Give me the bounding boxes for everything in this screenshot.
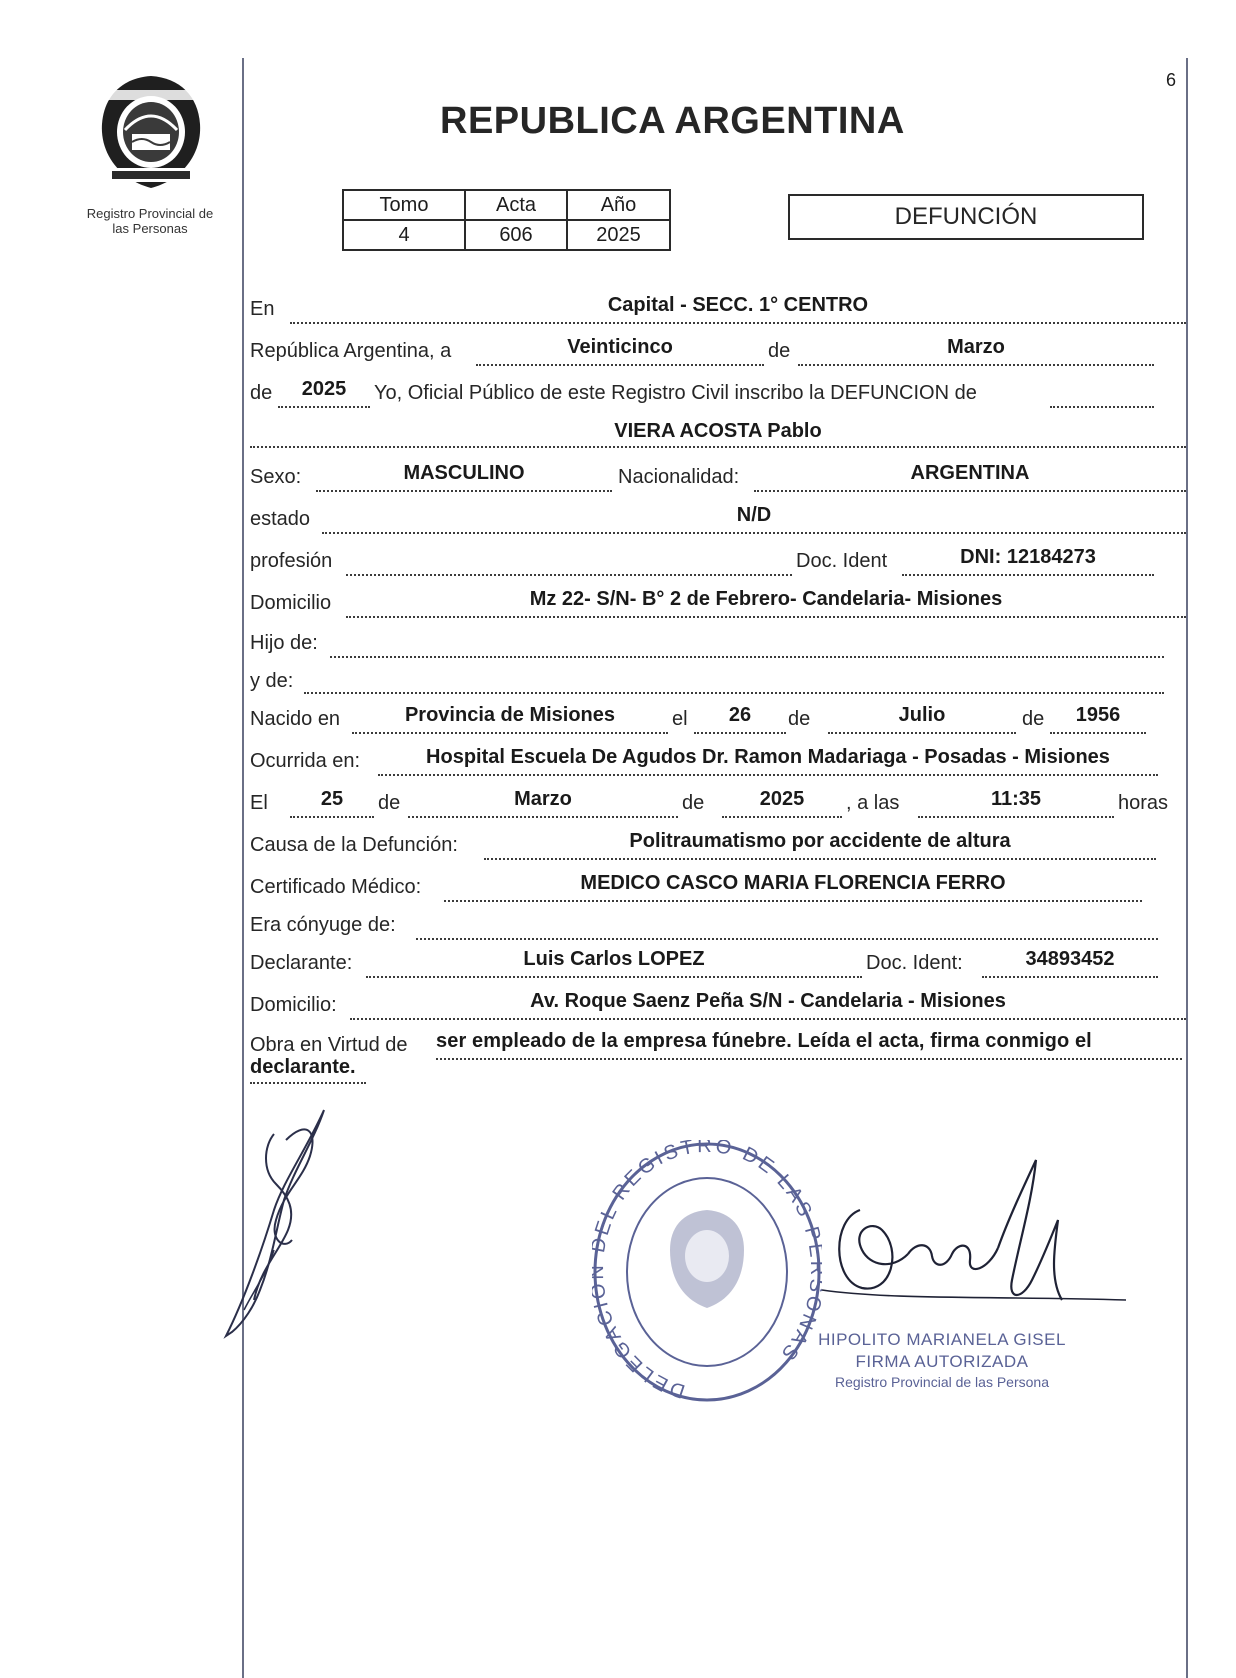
death-time-line bbox=[918, 816, 1114, 818]
death-day-value: 25 bbox=[320, 788, 344, 810]
acta-header: Acta bbox=[465, 190, 567, 220]
day-line bbox=[476, 364, 764, 366]
year-line bbox=[278, 406, 370, 408]
ocurrida-value: Hospital Escuela De Agudos Dr. Ramon Madariaga - Posadas - Misiones bbox=[426, 746, 1110, 768]
registry-seal bbox=[592, 1140, 822, 1404]
inscribo-tail-line bbox=[1050, 406, 1154, 408]
yde-label: y de: bbox=[250, 670, 294, 692]
name-line bbox=[250, 446, 1186, 448]
anio-value: 2025 bbox=[567, 220, 670, 250]
authority-office: Registro Provincial de las Persona bbox=[835, 1374, 1049, 1390]
doc-ident-value: DNI: 12184273 bbox=[960, 546, 1096, 568]
doc2-label: Doc. Ident: bbox=[866, 952, 963, 974]
domicilio-label: Domicilio bbox=[250, 592, 332, 614]
month-value: Marzo bbox=[947, 336, 1005, 358]
de-label-1: de bbox=[768, 340, 791, 362]
el-label: el bbox=[672, 708, 688, 730]
de-label-4: de bbox=[378, 792, 401, 814]
domicilio-value: Mz 22- S/N- B° 2 de Febrero- Candelaria- Misiones bbox=[529, 588, 1003, 610]
doc2-line bbox=[982, 976, 1158, 978]
registry-office-line2: las Personas bbox=[112, 221, 188, 236]
obra-line-1 bbox=[436, 1058, 1182, 1060]
sexo-label: Sexo: bbox=[250, 466, 302, 488]
tomo-header: Tomo bbox=[343, 190, 465, 220]
certificado-value: MEDICO CASCO MARIA FLORENCIA FERRO bbox=[580, 872, 1006, 894]
nacido-label: Nacido en bbox=[250, 708, 341, 730]
domicilio2-value: Av. Roque Saenz Peña S/N - Candelaria - Misiones bbox=[530, 990, 1006, 1012]
page-title: REPUBLICA ARGENTINA bbox=[440, 100, 905, 142]
profesion-line bbox=[346, 574, 792, 576]
profesion-label: profesión bbox=[250, 550, 333, 572]
republica-label: República Argentina, a bbox=[250, 340, 452, 362]
death-month-value: Marzo bbox=[514, 788, 572, 810]
domicilio2-line bbox=[350, 1018, 1186, 1020]
doc2-value: 34893452 bbox=[1025, 948, 1115, 970]
registry-office-line1: Registro Provincial de bbox=[86, 206, 214, 221]
certificado-label: Certificado Médico: bbox=[250, 876, 422, 898]
birth-year-line bbox=[1050, 732, 1146, 734]
obra-value-2: declarante. bbox=[250, 1056, 356, 1078]
hijo-line bbox=[330, 656, 1164, 658]
nacido-value: Provincia de Misiones bbox=[404, 704, 616, 726]
authority-role: FIRMA AUTORIZADA bbox=[855, 1352, 1029, 1371]
birth-day-value: 26 bbox=[728, 704, 752, 726]
en-label: En bbox=[250, 298, 275, 320]
death-year-line bbox=[722, 816, 842, 818]
obra-line-2 bbox=[250, 1082, 366, 1084]
authorized-signature bbox=[812, 1150, 1132, 1330]
birth-month-line bbox=[828, 732, 1016, 734]
death-year-value: 2025 bbox=[759, 788, 805, 810]
nacionalidad-value: ARGENTINA bbox=[910, 462, 1030, 484]
left-margin-rule bbox=[242, 58, 244, 1678]
doc-ident-line bbox=[902, 574, 1154, 576]
alas-label: , a las bbox=[846, 792, 900, 814]
conyuge-line bbox=[416, 938, 1158, 940]
seal-text: DELEGAC EL REGISTRO DE LAS NAS bbox=[592, 1140, 821, 1403]
en-line bbox=[290, 322, 1186, 324]
act-type-box bbox=[788, 194, 1144, 240]
domicilio-line bbox=[346, 616, 1186, 618]
de-label-2: de bbox=[788, 708, 811, 730]
anio-header: Año bbox=[567, 190, 670, 220]
right-margin-rule bbox=[1186, 58, 1188, 1678]
conyuge-label: Era cónyuge de: bbox=[250, 914, 396, 936]
declarante-line bbox=[366, 976, 862, 978]
nacido-line bbox=[352, 732, 668, 734]
domicilio2-label: Domicilio: bbox=[250, 994, 337, 1016]
year-value: 2025 bbox=[301, 378, 347, 400]
de-label-5: de bbox=[682, 792, 705, 814]
registry-office-name bbox=[62, 206, 238, 236]
El-label: El bbox=[250, 792, 268, 814]
birth-month-value: Julio bbox=[898, 704, 946, 726]
estado-value: N/D bbox=[736, 504, 772, 526]
horas-label: horas bbox=[1118, 792, 1169, 814]
estado-label: estado bbox=[250, 508, 311, 530]
province-emblem bbox=[92, 72, 210, 192]
certificado-line bbox=[444, 900, 1142, 902]
page-number: 6 bbox=[1166, 70, 1177, 90]
ocurrida-label: Ocurrida en: bbox=[250, 750, 361, 772]
en-value: Capital - SECC. 1° CENTRO bbox=[607, 294, 869, 316]
obra-value-1: ser empleado de la empresa fúnebre. Leída el acta, firma conmigo el bbox=[436, 1030, 1092, 1052]
year-prefix-label: de bbox=[250, 382, 273, 404]
death-time-value: 11:35 bbox=[990, 788, 1042, 810]
registry-table bbox=[342, 189, 671, 251]
obra-label: Obra en Virtud de bbox=[250, 1034, 408, 1056]
inscribo-text: Yo, Oficial Público de este Registro Civil inscribo la DEFUNCION de bbox=[374, 382, 977, 404]
tomo-value: 4 bbox=[343, 220, 465, 250]
death-day-line bbox=[290, 816, 374, 818]
day-value: Veinticinco bbox=[567, 336, 673, 358]
causa-value: Politraumatismo por accidente de altura bbox=[629, 830, 1011, 852]
sexo-value: MASCULINO bbox=[403, 462, 525, 484]
declarante-label: Declarante: bbox=[250, 952, 353, 974]
acta-value: 606 bbox=[465, 220, 567, 250]
birth-day-line bbox=[694, 732, 786, 734]
yde-line bbox=[304, 692, 1164, 694]
estado-line bbox=[322, 532, 1186, 534]
authority-stamp bbox=[812, 1330, 1072, 1390]
doc-ident-label: Doc. Ident bbox=[796, 550, 888, 572]
ocurrida-line bbox=[378, 774, 1158, 776]
declarante-value: Luis Carlos LOPEZ bbox=[523, 948, 705, 970]
de-label-3: de bbox=[1022, 708, 1045, 730]
sexo-line bbox=[316, 490, 612, 492]
birth-year-value: 1956 bbox=[1075, 704, 1121, 726]
nacionalidad-label: Nacionalidad: bbox=[618, 466, 740, 488]
declarant-signature bbox=[214, 1100, 354, 1350]
month-line bbox=[798, 364, 1154, 366]
nacionalidad-line bbox=[754, 490, 1186, 492]
death-month-line bbox=[408, 816, 678, 818]
causa-label: Causa de la Defunción: bbox=[250, 834, 458, 856]
hijo-label: Hijo de: bbox=[250, 632, 318, 654]
causa-line bbox=[484, 858, 1156, 860]
authority-name: HIPOLITO MARIANELA GISEL bbox=[818, 1330, 1066, 1349]
deceased-name: VIERA ACOSTA Pablo bbox=[614, 420, 822, 442]
act-type-label: DEFUNCIÓN bbox=[894, 203, 1038, 230]
